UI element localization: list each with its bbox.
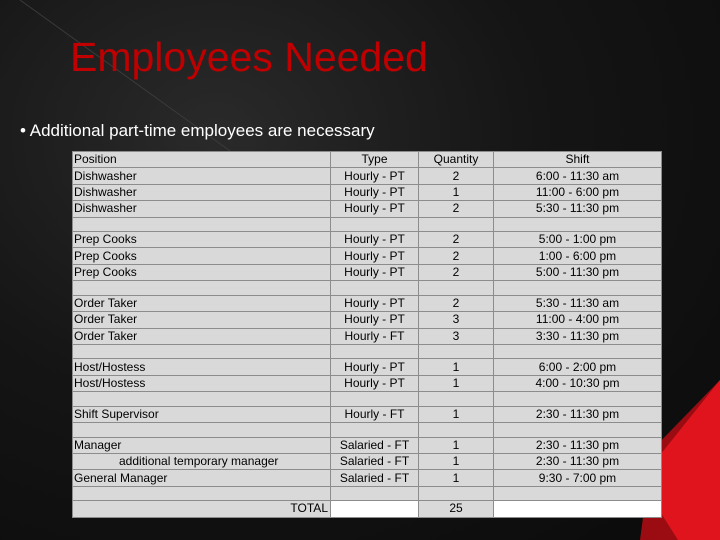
cell-quantity: 2: [419, 168, 494, 184]
table-row: [73, 470, 662, 486]
cell-type: Hourly - PT: [331, 184, 419, 200]
cell-type: Hourly - FT: [331, 406, 419, 422]
table-row: [73, 184, 662, 200]
cell-quantity: 1: [419, 359, 494, 375]
cell-quantity: 3: [419, 328, 494, 344]
cell-shift: 3:30 - 11:30 pm: [494, 328, 662, 344]
cell-position: Dishwasher: [73, 184, 331, 200]
cell-shift: 4:00 - 10:30 pm: [494, 375, 662, 391]
cell-position: Order Taker: [73, 328, 331, 344]
cell-position: Shift Supervisor: [73, 406, 331, 422]
cell-shift: 5:00 - 1:00 pm: [494, 232, 662, 248]
cell-quantity: 1: [419, 470, 494, 486]
spacer-row: [73, 486, 662, 501]
spacer-row: [73, 392, 662, 407]
table-row: [73, 406, 662, 422]
cell-type: Hourly - PT: [331, 201, 419, 217]
employee-table: [72, 151, 662, 518]
cell-position: Host/Hostess: [73, 359, 331, 375]
page-title: Employees Needed: [70, 34, 428, 80]
table-row: [73, 295, 662, 311]
cell-shift: 2:30 - 11:30 pm: [494, 453, 662, 469]
table-header-row: [73, 152, 662, 168]
cell-quantity: 3: [419, 312, 494, 328]
cell-quantity: 2: [419, 295, 494, 311]
cell-type: Salaried - FT: [331, 470, 419, 486]
table-row: [73, 168, 662, 184]
cell-shift: 9:30 - 7:00 pm: [494, 470, 662, 486]
cell-position: Prep Cooks: [73, 232, 331, 248]
cell-position: additional temporary manager: [73, 453, 331, 469]
spacer-row: [73, 281, 662, 296]
table-row: [73, 453, 662, 469]
spacer-row: [73, 344, 662, 359]
bullet-point: • Additional part-time employees are necessary: [20, 121, 375, 140]
cell-shift: 5:00 - 11:30 pm: [494, 264, 662, 280]
cell-shift: 6:00 - 2:00 pm: [494, 359, 662, 375]
cell-position: Dishwasher: [73, 168, 331, 184]
cell-quantity: 1: [419, 375, 494, 391]
cell-quantity: 1: [419, 453, 494, 469]
cell-quantity: 2: [419, 264, 494, 280]
cell-position: General Manager: [73, 470, 331, 486]
cell-shift: 11:00 - 6:00 pm: [494, 184, 662, 200]
cell-position: Prep Cooks: [73, 248, 331, 264]
cell-quantity: 1: [419, 406, 494, 422]
cell-quantity: 1: [419, 184, 494, 200]
cell-type: Salaried - FT: [331, 453, 419, 469]
cell-shift: 6:00 - 11:30 am: [494, 168, 662, 184]
total-row: [73, 501, 662, 517]
cell-position: Host/Hostess: [73, 375, 331, 391]
cell-type: Hourly - PT: [331, 359, 419, 375]
cell-position: Order Taker: [73, 312, 331, 328]
cell-type: Hourly - PT: [331, 312, 419, 328]
header-position: Position: [73, 152, 331, 168]
cell-type: Hourly - PT: [331, 295, 419, 311]
spacer-row: [73, 423, 662, 438]
total-label: TOTAL: [73, 501, 331, 517]
cell-shift: 2:30 - 11:30 pm: [494, 437, 662, 453]
cell-quantity: 2: [419, 248, 494, 264]
cell-type: Salaried - FT: [331, 437, 419, 453]
cell-shift: 1:00 - 6:00 pm: [494, 248, 662, 264]
cell-quantity: 1: [419, 437, 494, 453]
table-row: [73, 375, 662, 391]
header-type: Type: [331, 152, 419, 168]
table-row: [73, 248, 662, 264]
table-row: [73, 437, 662, 453]
cell-type: Hourly - PT: [331, 264, 419, 280]
header-quantity: Quantity: [419, 152, 494, 168]
bullet-text: Additional part-time employees are necessary: [29, 121, 375, 140]
spacer-row: [73, 217, 662, 232]
cell-quantity: 2: [419, 201, 494, 217]
cell-position: Order Taker: [73, 295, 331, 311]
cell-type: Hourly - PT: [331, 375, 419, 391]
cell-type: Hourly - PT: [331, 168, 419, 184]
cell-type: Hourly - FT: [331, 328, 419, 344]
cell-quantity: 2: [419, 232, 494, 248]
cell-shift: 5:30 - 11:30 pm: [494, 201, 662, 217]
cell-shift: 11:00 - 4:00 pm: [494, 312, 662, 328]
cell-position: Manager: [73, 437, 331, 453]
cell-position: Dishwasher: [73, 201, 331, 217]
cell-position: Prep Cooks: [73, 264, 331, 280]
cell-shift: 2:30 - 11:30 pm: [494, 406, 662, 422]
table-row: [73, 232, 662, 248]
total-value: 25: [419, 501, 494, 517]
table-row: [73, 312, 662, 328]
cell-type: Hourly - PT: [331, 232, 419, 248]
table-row: [73, 201, 662, 217]
table-row: [73, 264, 662, 280]
table-row: [73, 328, 662, 344]
cell-type: Hourly - PT: [331, 248, 419, 264]
cell-shift: 5:30 - 11:30 am: [494, 295, 662, 311]
header-shift: Shift: [494, 152, 662, 168]
table-row: [73, 359, 662, 375]
